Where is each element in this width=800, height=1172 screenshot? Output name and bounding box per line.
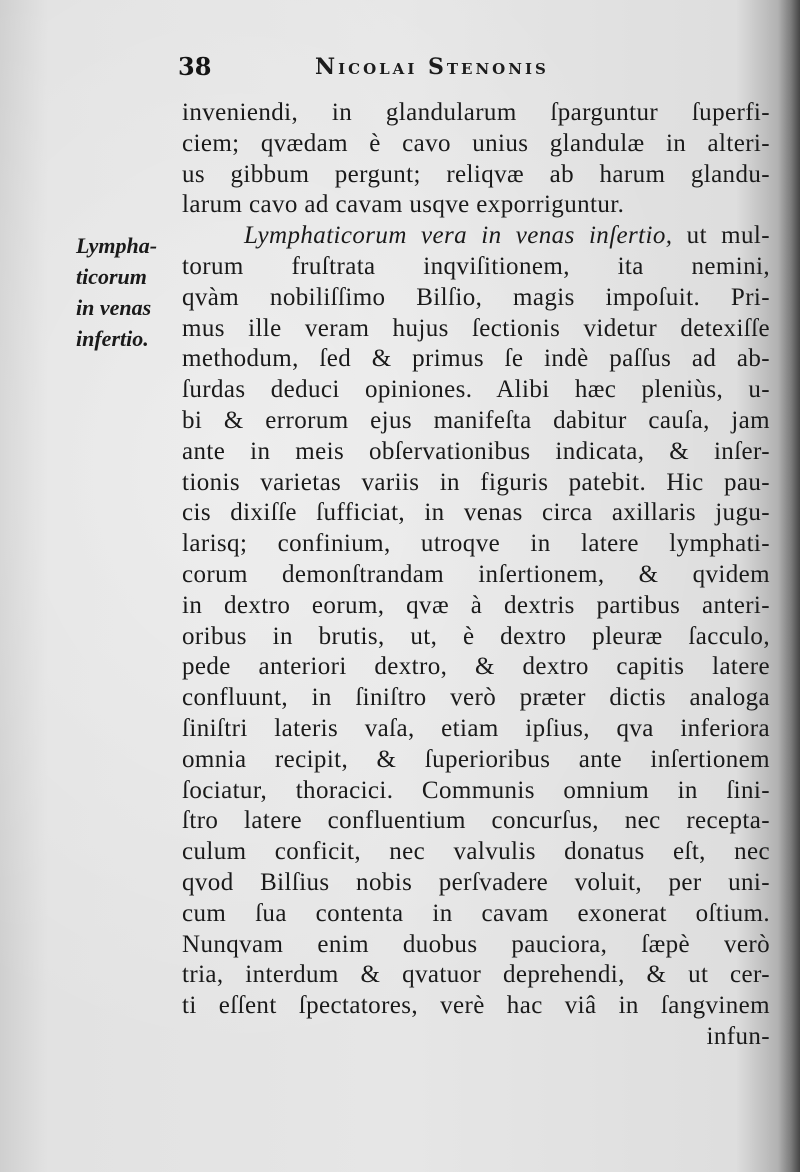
marginal-note-line: in venas: [76, 295, 152, 320]
text-line: larum cavo ad cavam usqve exporriguntur.: [182, 191, 625, 219]
text-line: bi & errorum ejus manifeſta dabitur cauſa, jam: [182, 406, 770, 434]
text-line: [182, 221, 770, 252]
text-line: larisq; confinium, utroqve in latere lymphati-: [182, 530, 770, 558]
running-head: Nicolai Stenonis: [315, 54, 549, 80]
text-line: ſurdas deduci opiniones. Alibi hæc pleniùs, u-: [182, 376, 770, 404]
text-line: ſiniſtri lateris vaſa, etiam ipſius, qva inferiora: [182, 714, 770, 742]
text-line: ciem; qvædam è cavo unius glandulæ in alteri-: [182, 129, 770, 157]
text-line: ante in meis obſervationibus indicata, & inſer-: [182, 437, 770, 465]
marginal-note-line: ticorum: [76, 264, 147, 289]
text-line: in dextro eorum, qvæ à dextris partibus anteri-: [182, 591, 770, 619]
text-line: methodum, ſed & primus ſe indè paſſus ad ab-: [182, 345, 770, 373]
section-lemma: Lymphaticorum vera in venas inſertio,: [244, 222, 673, 250]
text-line: corum demonſtrandam inſertionem, & qvidem: [182, 560, 770, 588]
text-line: cis dixiſſe ſufficiat, in venas circa axillaris jugu-: [182, 499, 770, 527]
text-line: ſociatur, thoracici. Communis omnium in ſini-: [182, 776, 770, 804]
marginal-note-line: Lympha-: [76, 233, 158, 258]
text-line: cum ſua contenta in cavam exonerat oſtium.: [182, 899, 770, 927]
text-line: qvàm nobiliſſimo Bilſio, magis impoſuit. Pri-: [182, 283, 770, 311]
text-line: tionis varietas variis in figuris patebit. Hic pau-: [182, 468, 770, 496]
text-line: pede anteriori dextro, & dextro capitis latere: [182, 653, 770, 681]
text-line: omnia recipit, & ſuperioribus ante inſertionem: [182, 745, 770, 773]
text-line: inveniendi, in glandularum ſparguntur ſuperfi-: [182, 99, 770, 126]
text-fragment: ut mul-: [672, 222, 770, 250]
text-line: tria, interdum & qvatuor deprehendi, & ut cer-: [182, 961, 770, 989]
text-line: us gibbum pergunt; reliqvæ ab harum glandu-: [182, 160, 770, 188]
text-line: torum fruſtrata inqviſitionem, ita nemini,: [182, 252, 770, 280]
text-line: qvod Bilſius nobis perſvadere voluit, per uni-: [182, 868, 770, 896]
marginal-note-line: infertio.: [76, 326, 149, 351]
text-line: Nunqvam enim duobus pauciora, ſæpè verò: [182, 930, 770, 958]
text-line: ſtro latere confluentium concurſus, nec recepta-: [182, 807, 770, 835]
text-line: culum conficit, nec valvulis donatus eſt, nec: [182, 838, 770, 866]
page-header: [0, 52, 800, 86]
text-line: ti eſſent ſpectatores, verè hac viâ in ſangvinem: [182, 992, 770, 1020]
text-line: mus ille veram hujus ſectionis videtur detexiſſe: [182, 314, 770, 342]
text-line: confluunt, in ſiniſtro verò præter dictis analoga: [182, 684, 770, 712]
text-line: oribus in brutis, ut, è dextro pleuræ ſacculo,: [182, 622, 770, 650]
marginal-note: [76, 230, 180, 354]
page-edge-shadow: [778, 0, 800, 1172]
page-number: 38: [178, 52, 212, 81]
catchword: infun-: [706, 1022, 770, 1050]
body-text: [182, 98, 770, 1053]
